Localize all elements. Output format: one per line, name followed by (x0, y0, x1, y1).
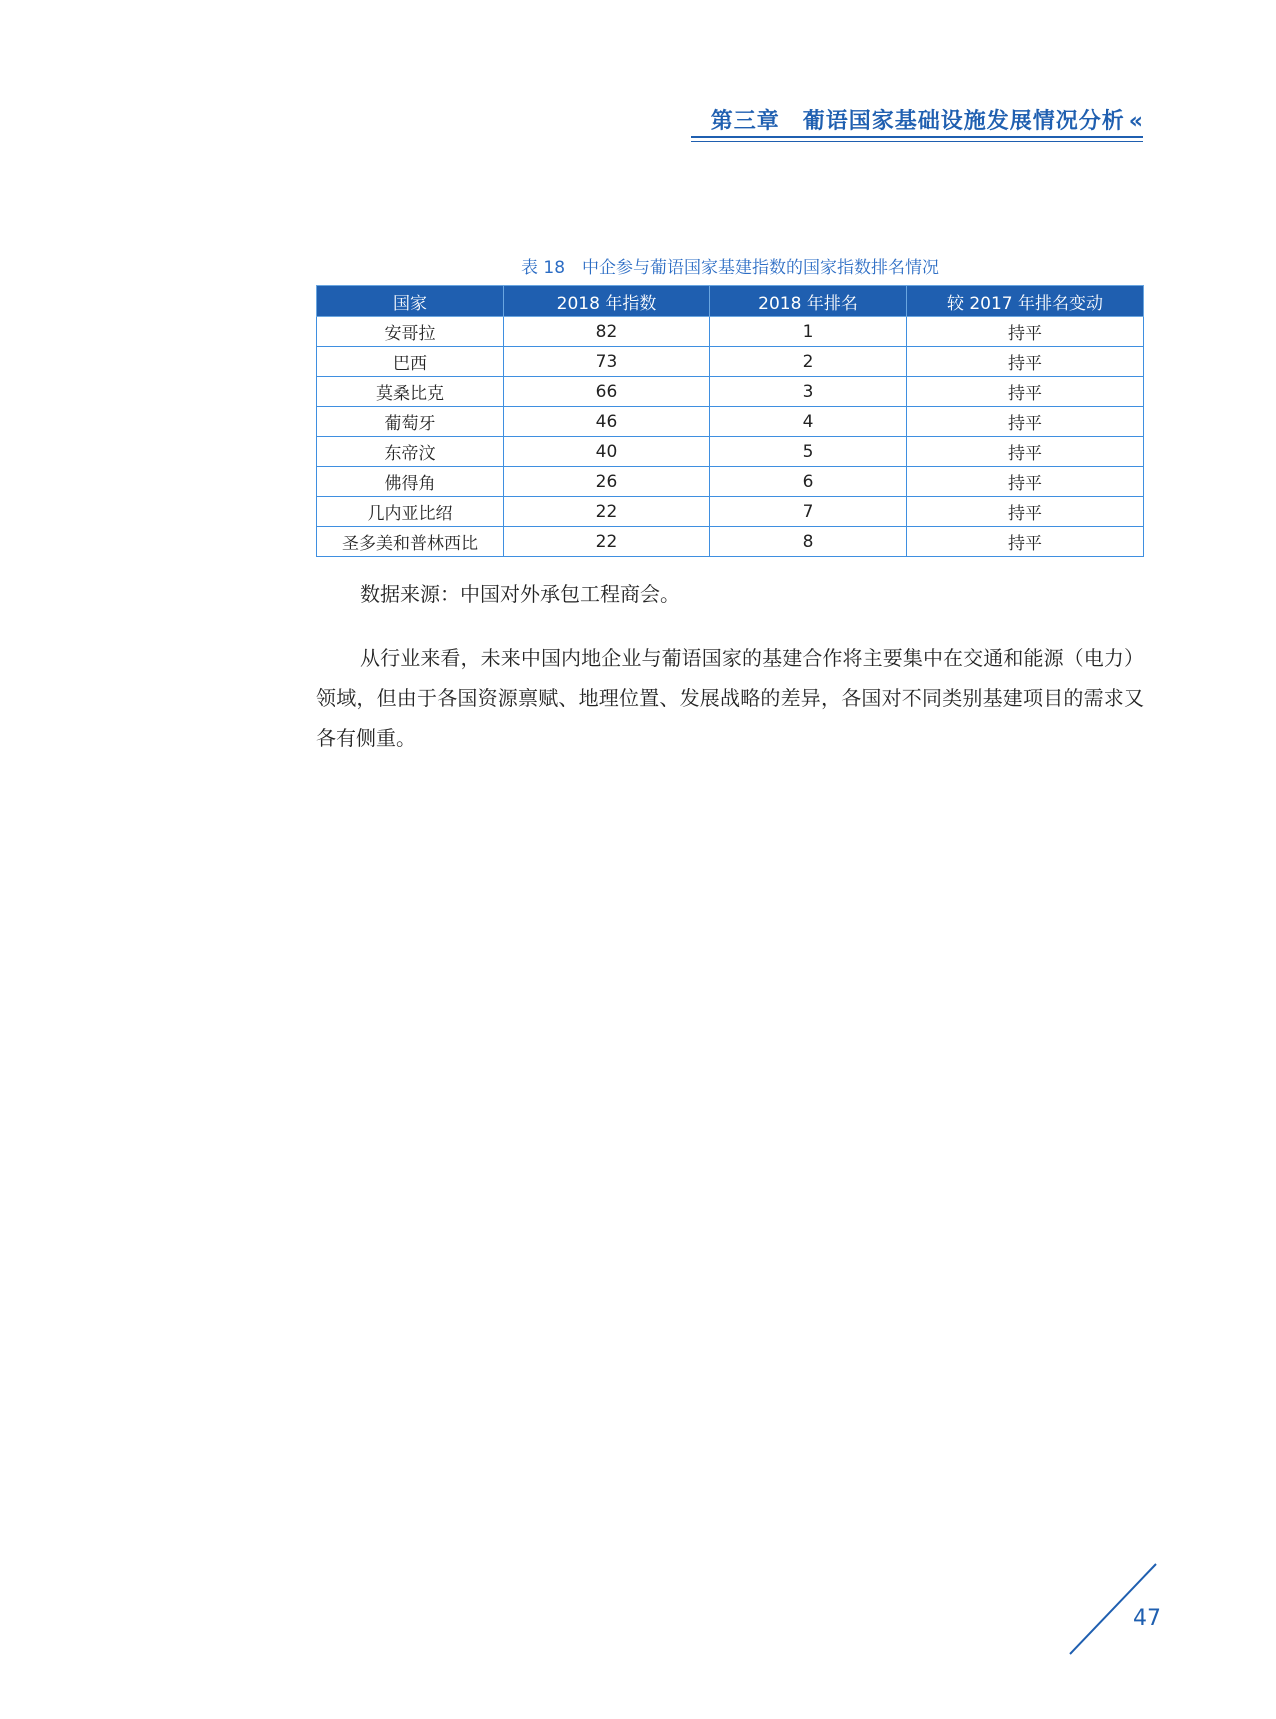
table-cell: 几内亚比绍 (317, 497, 504, 527)
table-row (317, 467, 1144, 497)
table-cell: 持平 (907, 347, 1144, 377)
table-cell: 73 (504, 347, 710, 377)
table-cell: 26 (504, 467, 710, 497)
table-cell: 持平 (907, 467, 1144, 497)
chapter-title: 第三章 葡语国家基础设施发展情况分析 (710, 109, 1125, 134)
table-cell: 2 (710, 347, 907, 377)
table-cell: 持平 (907, 437, 1144, 467)
table-row (317, 317, 1144, 347)
table-cell: 66 (504, 377, 710, 407)
table-cell: 佛得角 (317, 467, 504, 497)
table-cell: 持平 (907, 407, 1144, 437)
page-number: 47 (1133, 1606, 1161, 1631)
table-row (317, 527, 1144, 557)
table-cell: 持平 (907, 497, 1144, 527)
table-cell: 22 (504, 527, 710, 557)
table-cell: 5 (710, 437, 907, 467)
table-cell: 3 (710, 377, 907, 407)
table-cell: 40 (504, 437, 710, 467)
table-cell: 持平 (907, 527, 1144, 557)
table-cell: 7 (710, 497, 907, 527)
table-cell: 8 (710, 527, 907, 557)
column-header: 2018 年指数 (504, 286, 710, 317)
ranking-table (316, 285, 1144, 557)
running-header (711, 104, 1143, 135)
table-cell: 安哥拉 (317, 317, 504, 347)
header-rule-thin (691, 141, 1143, 142)
table-cell: 46 (504, 407, 710, 437)
table-header-row (317, 286, 1144, 317)
data-source-note: 数据来源：中国对外承包工程商会。 (360, 582, 680, 606)
table-cell: 22 (504, 497, 710, 527)
header-rule (691, 136, 1143, 138)
table-caption: 表 18 中企参与葡语国家基建指数的国家指数排名情况 (520, 258, 940, 278)
table-cell: 莫桑比克 (317, 377, 504, 407)
body-paragraph: 从行业来看，未来中国内地企业与葡语国家的基建合作将主要集中在交通和能源（电力）领域，但由于各国资源禀赋、地理位置、发展战略的差异，各国对不同类别基建项目的需求又各有侧重。 (316, 646, 1144, 750)
table-cell: 东帝汶 (317, 437, 504, 467)
double-chevron-icon: « (1128, 109, 1143, 134)
table-row (317, 437, 1144, 467)
table-row (317, 407, 1144, 437)
table-row (317, 377, 1144, 407)
column-header: 国家 (317, 286, 504, 317)
table-cell: 巴西 (317, 347, 504, 377)
table-row (317, 497, 1144, 527)
table-cell: 4 (710, 407, 907, 437)
table-cell: 持平 (907, 317, 1144, 347)
table-cell: 葡萄牙 (317, 407, 504, 437)
table-cell: 1 (710, 317, 907, 347)
table-row (317, 347, 1144, 377)
table-cell: 圣多美和普林西比 (317, 527, 504, 557)
table-cell: 持平 (907, 377, 1144, 407)
table-cell: 6 (710, 467, 907, 497)
column-header: 较 2017 年排名变动 (907, 286, 1144, 317)
table-cell: 82 (504, 317, 710, 347)
column-header: 2018 年排名 (710, 286, 907, 317)
